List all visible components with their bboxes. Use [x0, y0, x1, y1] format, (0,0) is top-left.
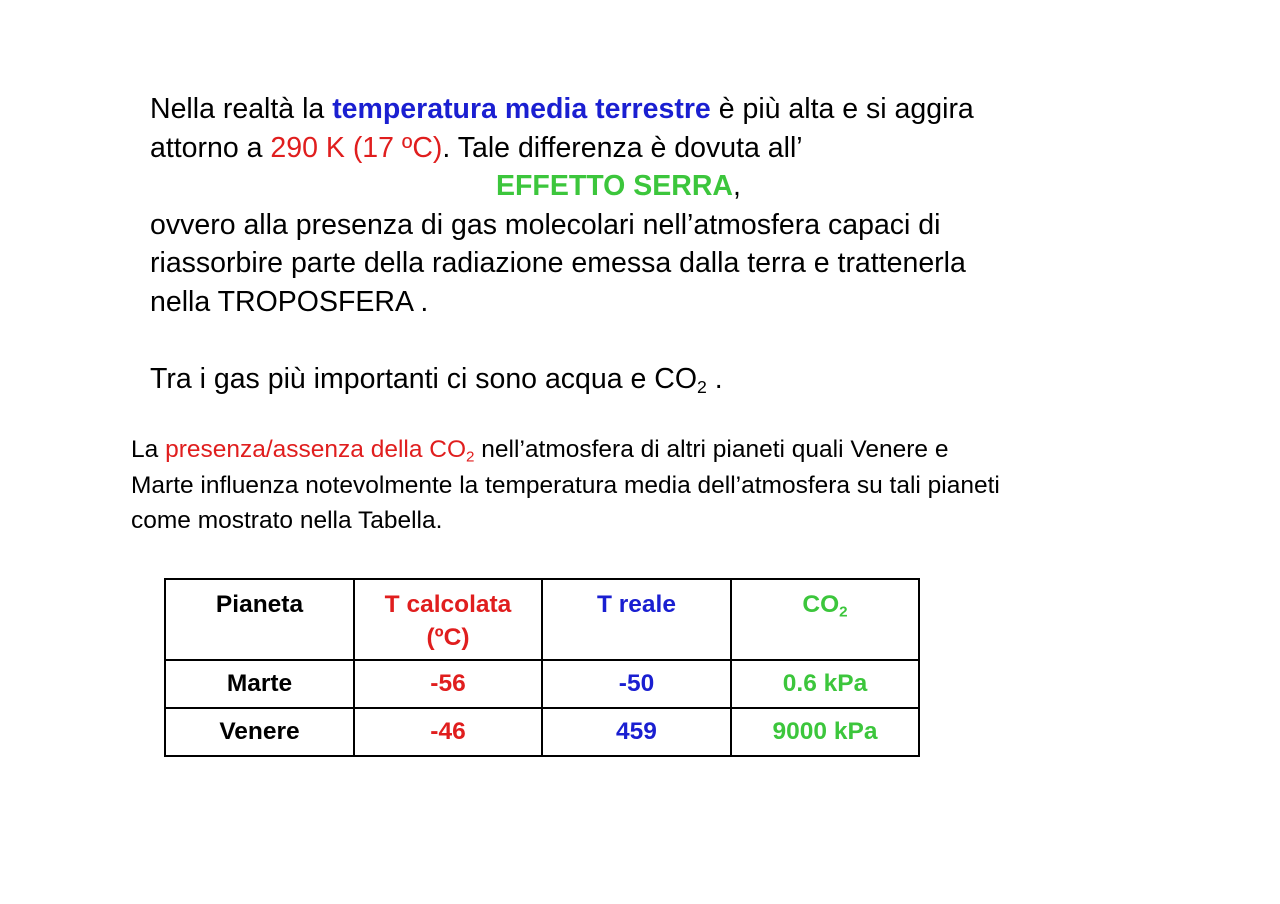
subscript: 2 — [697, 376, 707, 397]
header-planet — [165, 579, 354, 660]
highlight-temperature-value: 290 K (17 ºC) — [270, 131, 443, 164]
table-row — [165, 660, 919, 708]
text-line: riassorbire parte della radiazione emessa dalla terra e trattenerla — [150, 247, 966, 279]
header-t-real — [542, 579, 731, 660]
subscript: 2 — [466, 448, 475, 466]
text-segment: . — [706, 362, 723, 395]
cell-t-calculated: -46 — [354, 708, 542, 756]
table-header-row — [165, 579, 919, 660]
cell-t-real: 459 — [542, 708, 731, 756]
text-segment: attorno a — [150, 131, 271, 164]
subscript: 2 — [839, 603, 848, 621]
planets-table — [164, 578, 920, 757]
text-segment: Nella realtà la — [150, 93, 333, 125]
text-segment: La — [131, 436, 166, 463]
header-label: T reale — [597, 591, 676, 618]
header-t-calculated — [354, 579, 542, 660]
text-line — [150, 360, 1160, 399]
text-segment: è più alta e si aggira — [710, 93, 974, 125]
text-segment: , — [733, 170, 741, 202]
text-segment: presenza/assenza della CO — [165, 436, 467, 463]
paragraph-planets — [131, 432, 1231, 539]
table-row — [165, 708, 919, 756]
text-line: come mostrato nella Tabella. — [131, 507, 443, 534]
header-label-unit: (ºC) — [426, 624, 470, 651]
spacer — [150, 321, 1160, 360]
cell-co2: 0.6 kPa — [731, 660, 919, 708]
cell-planet: Venere — [165, 708, 354, 756]
cell-t-real: -50 — [542, 660, 731, 708]
text-segment: . Tale differenza è dovuta all’ — [442, 131, 803, 164]
highlight-co2-presence — [165, 436, 475, 466]
text-line — [150, 167, 1160, 206]
text-line — [150, 129, 1160, 168]
paragraph-greenhouse-intro — [150, 90, 1160, 398]
highlight-mean-temperature: temperatura media terrestre — [332, 93, 711, 125]
text-line — [131, 432, 1231, 468]
header-label: CO — [802, 591, 840, 618]
text-segment: nell’atmosfera di altri pianeti quali Venere e — [474, 436, 949, 463]
highlight-greenhouse-effect: EFFETTO SERRA — [496, 170, 733, 202]
text-line: nella TROPOSFERA . — [150, 285, 429, 318]
text-line: ovvero alla presenza di gas molecolari nell’atmosfera capaci di — [150, 208, 941, 241]
cell-t-calculated: -56 — [354, 660, 542, 708]
header-label: T calcolata — [384, 591, 512, 618]
text-line: Marte influenza notevolmente la temperatura media dell’atmosfera su tali pianeti — [131, 471, 1000, 499]
cell-planet: Marte — [165, 660, 354, 708]
cell-co2: 9000 kPa — [731, 708, 919, 756]
header-label: Pianeta — [215, 591, 304, 618]
header-co2 — [731, 579, 919, 660]
text-line — [150, 90, 1160, 129]
text-segment: Tra i gas più importanti ci sono acqua e CO — [150, 362, 698, 395]
